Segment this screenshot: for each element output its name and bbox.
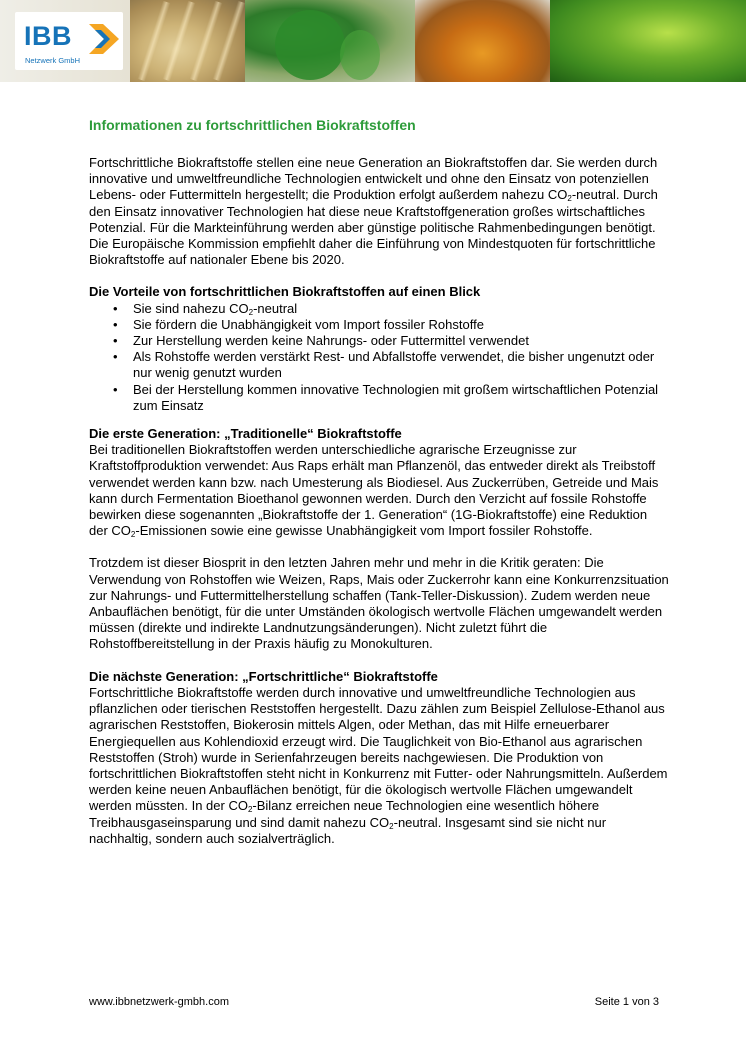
logo-text: IBB: [24, 21, 72, 51]
company-logo[interactable]: [15, 12, 123, 70]
banner-photo-oil: [415, 0, 550, 82]
logo-subtext: Netzwerk GmbH: [25, 56, 81, 65]
next-generation-heading: Die nächste Generation: „Fortschrittliche“ Biokraftstoffe: [89, 668, 438, 684]
document-title: Informationen zu fortschrittlichen Biokraftstoffen: [89, 117, 416, 133]
intro-paragraph: Fortschrittliche Biokraftstoffe stellen eine neue Generation an Biokraftstoffen dar. Sie werden durch innovative und umweltfreundliche Technologien entwickelt und ohne den Einsatz von potenziellen Lebens- oder Futtermitteln hergestellt; die Produktion erfolgt außerdem nahezu $CO_2$-neutral. Durch den Einsatz innovativer Technologien hat diese neue Kraftstoffgeneration großes wirtschaftliches Potenzial. Für die Markteinführung werden aber günstige politische Rahmenbedingungen benötigt. Die Europäische Kommission empfiehlt daher die Einführung von Mindestquoten für fortschrittliche Biokraftstoffe auf nationaler Ebene bis 2020.: [89, 155, 658, 268]
criticism-paragraph: Trotzdem ist dieser Biosprit in den letzten Jahren mehr und mehr in die Kritik geraten: Die Verwendung von Rohstoffen wie Weizen, Raps, Mais oder Zuckerrohr kann eine Konkurrenzsituation zur Nahrungs- und Futtermittelherstellung schaffen (Tank-Teller-Diskussion). Zudem werden neue Anbauflächen benötigt, für die unter Umständen ökologisch wertvolle Flächen umgewandelt werden müssen (direkte und indirekte Landnutzungsänderungen). Nicht zuletzt führt die Rohstoffbereitstellung in der Praxis häufig zu Monokulturen.: [89, 555, 669, 652]
document-body: [89, 116, 669, 847]
advantages-heading: Die Vorteile von fortschrittlichen Biokraftstoffen auf einen Blick: [89, 284, 481, 300]
list-item: • Bei der Herstellung kommen innovative Technologien mit großem wirtschaftlichen Potenzial zum Einsatz: [89, 382, 669, 414]
banner-photo-algae: [550, 0, 746, 82]
list-item: • Sie fördern die Unabhängigkeit vom Import fossiler Rohstoffe: [89, 317, 669, 333]
footer-website-link[interactable]: www.ibbnetzwerk-gmbh.com: [89, 996, 229, 1008]
page-number: Seite 1 von 3: [594, 996, 659, 1008]
next-generation-paragraph: Fortschrittliche Biokraftstoffe werden durch innovative und umweltfreundliche Technologien aus pflanzlichen oder tierischen Reststoffen hergestellt. Dazu zählen zum Beispiel Zellulose-Ethanol aus agrarischen Reststoffen, Biokerosin mittels Algen, oder Methan, das mit Hilfe erneuerbarer Energiequellen aus Kohlendioxid erzeugt wird. Die Tauglichkeit von Bio-Ethanol aus agrarischen Reststoffen (Stroh) wurde in Serienfahrzeugen bereits nachgewiesen. Die Produktion von fortschrittlichen Biokraftstoffen steht nicht in Konkurrenz mit Futter- oder Nahrungsmitteln. Außerdem werden keine neuen Anbauflächen benötigt, für die ökologisch wertvolle Flächen umgewandelt werden müssten. In der $CO_2$-Bilanz erreichen neue Technologien eine wesentlich höhere Treibhausgaseinsparung und sind damit nahezu $CO_2$-neutral. Insgesamt sind sie nicht nur nachhaltig, sondern auch sozialverträglich.: [89, 684, 668, 846]
header-banner: [0, 0, 746, 82]
logo-arrow-icon: [87, 22, 121, 56]
banner-photo-leaves: [245, 0, 415, 82]
list-item: • Als Rohstoffe werden verstärkt Rest- und Abfallstoffe verwendet, die bisher ungenutzt oder nur wenig genutzt wurden: [89, 349, 669, 381]
first-generation-paragraph: Bei traditionellen Biokraftstoffen werden unterschiedliche agrarische Erzeugnisse zur Kraftstoffproduktion verwendet: Aus Raps erhält man Pflanzenöl, das entweder direkt als Treibstoff verwendet werden kann bzw. nach Umesterung als Biodiesel. Aus Zuckerrüben, Getreide und Mais kann durch Fermentation Bioethanol gewonnen werden. Durch den Verzicht auf fossile Rohstoffe bewirken diese sogenannten „Biokraftstoffe der 1. Generation“ (1G-Biokraftstoffe) eine Reduktion der $CO_2$-Emissionen sowie eine gewisse Unabhängigkeit vom Import fossiler Rohstoffe.: [89, 442, 659, 540]
list-item: • Sie sind nahezu $CO_2$-neutral: [89, 301, 669, 317]
list-item: • Zur Herstellung werden keine Nahrungs- oder Futtermittel verwendet: [89, 333, 669, 349]
banner-photo-wheat: [130, 0, 245, 82]
first-generation-heading: Die erste Generation: „Traditionelle“ Biokraftstoffe: [89, 426, 402, 442]
advantages-list: [89, 301, 669, 414]
